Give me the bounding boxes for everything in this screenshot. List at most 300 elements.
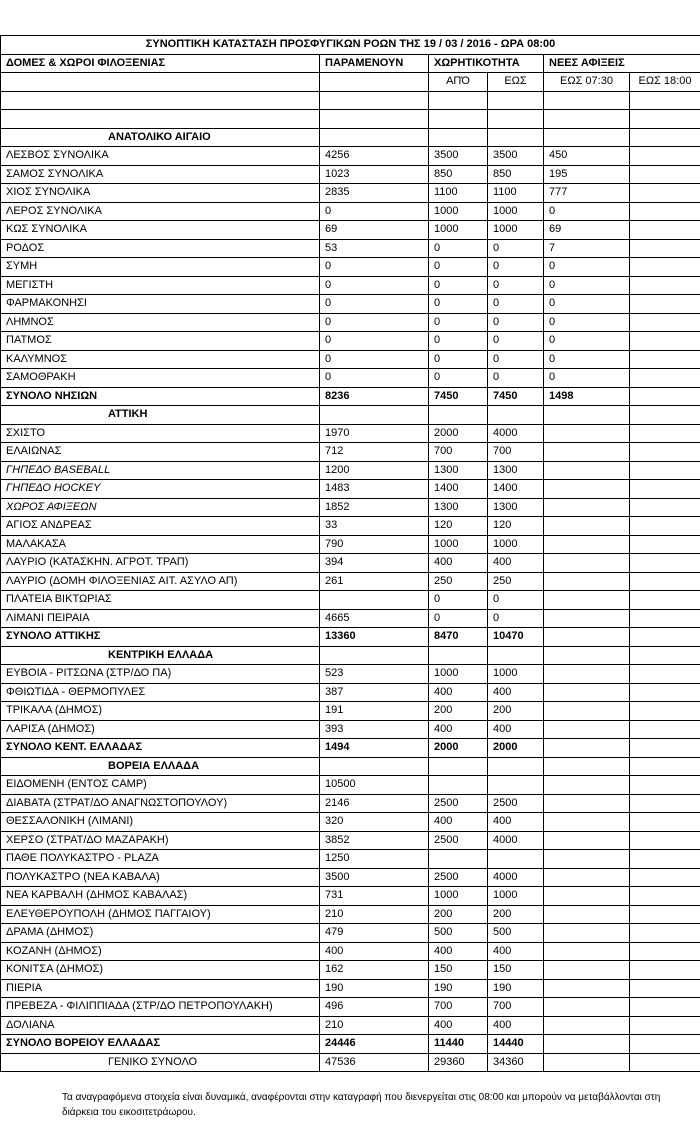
facility-name: ΕΙΔΟΜΕΝΗ (ΕΝΤΟΣ CAMP) <box>1 776 320 795</box>
capacity-from-value: 0 <box>429 258 488 277</box>
capacity-from-value: 1100 <box>429 184 488 203</box>
capacity-header: ΧΩΡΗΤΙΚΟΤΗΤΑ <box>429 54 544 73</box>
arrivals-0730-value <box>544 850 630 869</box>
facility-name: ΑΝΑΤΟΛΙΚΟ ΑΙΓΑΙΟ <box>1 128 320 147</box>
arrivals-1800-value <box>630 794 700 813</box>
subheader-empty <box>320 73 429 92</box>
arrivals-1800-value <box>630 350 700 369</box>
arrivals-0730-value: 69 <box>544 221 630 240</box>
capacity-to-value: 190 <box>488 979 544 998</box>
capacity-from-value: 0 <box>429 295 488 314</box>
facility-name: ΧΩΡΟΣ ΑΦΙΞΕΩΝ <box>1 498 320 517</box>
table-row <box>1 683 700 702</box>
arrivals-0730-value: 0 <box>544 258 630 277</box>
facility-name: ΑΓΙΟΣ ΑΝΔΡΕΑΣ <box>1 517 320 536</box>
facility-name: ΚΟΝΙΤΣΑ (ΔΗΜΟΣ) <box>1 961 320 980</box>
capacity-to-value: 7450 <box>488 387 544 406</box>
capacity-from-value: 0 <box>429 609 488 628</box>
arrivals-1800-value <box>630 480 700 499</box>
table-row <box>1 868 700 887</box>
capacity-from-value: 400 <box>429 683 488 702</box>
arrivals-1800-value <box>630 406 700 425</box>
capacity-to-value: 0 <box>488 350 544 369</box>
capacity-from-value: 29360 <box>429 1053 488 1072</box>
total-row <box>1 1053 700 1072</box>
arrivals-1800-value <box>630 905 700 924</box>
arrivals-1800-value <box>630 702 700 721</box>
arrivals-0730-value: 0 <box>544 202 630 221</box>
capacity-to-value <box>488 110 544 129</box>
facility-name: ΤΡΙΚΑΛΑ (ΔΗΜΟΣ) <box>1 702 320 721</box>
arrivals-1800-value <box>630 813 700 832</box>
facility-name: ΑΤΤΙΚΗ <box>1 406 320 425</box>
facility-name: ΓΗΠΕΔΟ HOCKEY <box>1 480 320 499</box>
facility-name: ΧΕΡΣΟ (ΣΤΡΑΤ/ΔΟ ΜΑΖΑΡΑΚΗ) <box>1 831 320 850</box>
remaining-value: 712 <box>320 443 429 462</box>
capacity-to-value: 700 <box>488 998 544 1017</box>
remaining-value: 53 <box>320 239 429 258</box>
remaining-value: 731 <box>320 887 429 906</box>
capacity-from-value: 1300 <box>429 461 488 480</box>
arrivals-1800-value <box>630 646 700 665</box>
facility-name: ΠΙΕΡΙΑ <box>1 979 320 998</box>
capacity-to-value: 1000 <box>488 665 544 684</box>
arrivals-1800-value <box>630 369 700 388</box>
arrivals-1800-value <box>630 628 700 647</box>
capacity-from-value: 2500 <box>429 831 488 850</box>
capacity-from-value: 0 <box>429 591 488 610</box>
facility-name: ΛΑΥΡΙΟ (ΚΑΤΑΣΚΗΝ. ΑΓΡΟΤ. ΤΡΑΠ) <box>1 554 320 573</box>
refugee-flows-table <box>0 35 700 1072</box>
facility-name: ΚΑΛΥΜΝΟΣ <box>1 350 320 369</box>
arrivals-1800-value <box>630 91 700 110</box>
arrivals-1800-value <box>630 1053 700 1072</box>
remaining-value: 210 <box>320 905 429 924</box>
arrivals-1800-value <box>630 554 700 573</box>
capacity-to-value: 1300 <box>488 498 544 517</box>
capacity-from-value: 8470 <box>429 628 488 647</box>
table-row <box>1 535 700 554</box>
table-row <box>1 1016 700 1035</box>
table-row <box>1 332 700 351</box>
remaining-value: 400 <box>320 942 429 961</box>
facility-name <box>1 110 320 129</box>
section-row <box>1 128 700 147</box>
capacity-from-value: 200 <box>429 905 488 924</box>
arrivals-0730-value: 0 <box>544 350 630 369</box>
table-row <box>1 998 700 1017</box>
capacity-to-value: 1400 <box>488 480 544 499</box>
capacity-to-value: 1000 <box>488 202 544 221</box>
arrivals-1800-value <box>630 757 700 776</box>
arrivals-0730-value <box>544 794 630 813</box>
table-row <box>1 165 700 184</box>
arrivals-1800-value <box>630 998 700 1017</box>
remaining-value: 0 <box>320 276 429 295</box>
table-row <box>1 776 700 795</box>
table-row <box>1 239 700 258</box>
capacity-from-value: 700 <box>429 443 488 462</box>
arrivals-0730-value: 777 <box>544 184 630 203</box>
table-row <box>1 794 700 813</box>
capacity-from-value <box>429 776 488 795</box>
arrivals-1800-value <box>630 332 700 351</box>
arrivals-1800-value <box>630 443 700 462</box>
arrivals-1800-value <box>630 572 700 591</box>
capacity-from-value: 1000 <box>429 535 488 554</box>
arrivals-1800-value <box>630 942 700 961</box>
capacity-from-value: 200 <box>429 702 488 721</box>
arrivals-0730-value: 7 <box>544 239 630 258</box>
capacity-from-value: 0 <box>429 369 488 388</box>
capacity-from-value <box>429 128 488 147</box>
facility-name: ΣΥΝΟΛΟ ΝΗΣΙΩΝ <box>1 387 320 406</box>
facility-name: ΘΕΣΣΑΛΟΝΙΚΗ (ΛΙΜΑΝΙ) <box>1 813 320 832</box>
table-row <box>1 924 700 943</box>
capacity-to-value: 4000 <box>488 831 544 850</box>
facility-name: ΛΑΡΙΣΑ (ΔΗΜΟΣ) <box>1 720 320 739</box>
facility-name: ΒΟΡΕΙΑ ΕΛΛΑΔΑ <box>1 757 320 776</box>
arrivals-1800-value <box>630 776 700 795</box>
remaining-value: 523 <box>320 665 429 684</box>
capacity-to-value: 0 <box>488 239 544 258</box>
subheader-empty <box>1 73 320 92</box>
arrivals-1800-value <box>630 221 700 240</box>
capacity-from-value: 1000 <box>429 887 488 906</box>
table-row <box>1 572 700 591</box>
remaining-header: ΠΑΡΑΜΕΝΟΥΝ <box>320 54 429 73</box>
capacity-from-value <box>429 406 488 425</box>
capacity-to-header: ΕΩΣ <box>488 73 544 92</box>
capacity-to-value: 400 <box>488 683 544 702</box>
total-row <box>1 628 700 647</box>
table-row <box>1 147 700 166</box>
arrivals-0730-value <box>544 535 630 554</box>
remaining-value <box>320 110 429 129</box>
arrivals-1800-value <box>630 961 700 980</box>
arrivals-0730-value <box>544 683 630 702</box>
table-row <box>1 202 700 221</box>
arrivals-0730-value: 0 <box>544 313 630 332</box>
capacity-to-value: 14440 <box>488 1035 544 1054</box>
table-row <box>1 443 700 462</box>
facility-name: ΛΕΡΟΣ ΣΥΝΟΛΙΚΑ <box>1 202 320 221</box>
table-row <box>1 831 700 850</box>
capacity-to-value: 150 <box>488 961 544 980</box>
capacity-to-value: 4000 <box>488 868 544 887</box>
capacity-to-value <box>488 757 544 776</box>
arrivals-0730-value <box>544 998 630 1017</box>
table-title: ΣΥΝΟΠΤΙΚΗ ΚΑΤΑΣΤΑΣΗ ΠΡΟΣΦΥΓΙΚΩΝ ΡΟΩΝ ΤΗΣ 19 / 03 / 2016 - ΩΡΑ 08:00 <box>1 36 700 55</box>
arrivals-0730-value: 450 <box>544 147 630 166</box>
capacity-from-value: 190 <box>429 979 488 998</box>
arrivals-0730-value <box>544 424 630 443</box>
arrivals-1800-value <box>630 239 700 258</box>
remaining-value: 2835 <box>320 184 429 203</box>
remaining-value: 790 <box>320 535 429 554</box>
remaining-value: 261 <box>320 572 429 591</box>
facility-name: ΛΙΜΑΝΙ ΠΕΙΡΑΙΑ <box>1 609 320 628</box>
capacity-to-value: 2000 <box>488 739 544 758</box>
arrivals-1800-value <box>630 887 700 906</box>
capacity-to-value <box>488 850 544 869</box>
arrivals-1800-value <box>630 128 700 147</box>
table-row <box>1 961 700 980</box>
arrivals-0730-value <box>544 554 630 573</box>
facility-name: ΧΙΟΣ ΣΥΝΟΛΙΚΑ <box>1 184 320 203</box>
arrivals-1800-value <box>630 831 700 850</box>
table-row <box>1 554 700 573</box>
capacity-from-value: 2000 <box>429 739 488 758</box>
arrivals-1800-value <box>630 591 700 610</box>
capacity-to-value: 0 <box>488 369 544 388</box>
capacity-to-value: 0 <box>488 258 544 277</box>
capacity-from-value: 400 <box>429 813 488 832</box>
capacity-to-value <box>488 128 544 147</box>
facility-name: ΜΑΛΑΚΑΣΑ <box>1 535 320 554</box>
facility-name: ΣΥΜΗ <box>1 258 320 277</box>
arrivals-0730-value <box>544 887 630 906</box>
arrivals-0730-value <box>544 961 630 980</box>
table-row <box>1 91 700 110</box>
remaining-value: 24446 <box>320 1035 429 1054</box>
arrivals-0730-value <box>544 91 630 110</box>
remaining-value: 162 <box>320 961 429 980</box>
capacity-from-value: 1000 <box>429 221 488 240</box>
table-row <box>1 184 700 203</box>
remaining-value <box>320 591 429 610</box>
capacity-from-value: 1000 <box>429 665 488 684</box>
capacity-to-value: 0 <box>488 313 544 332</box>
facility-name: ΚΕΝΤΡΙΚΗ ΕΛΛΑΔΑ <box>1 646 320 665</box>
capacity-to-value: 400 <box>488 942 544 961</box>
table-row <box>1 258 700 277</box>
capacity-to-value: 2500 <box>488 794 544 813</box>
facility-name: ΛΑΥΡΙΟ (ΔΟΜΗ ΦΙΛΟΞΕΝΙΑΣ ΑΙΤ. ΑΣΥΛΟ ΑΠ) <box>1 572 320 591</box>
remaining-value: 0 <box>320 332 429 351</box>
remaining-value: 1483 <box>320 480 429 499</box>
table-row <box>1 591 700 610</box>
facility-name: ΣΧΙΣΤΟ <box>1 424 320 443</box>
arrivals-0730-value <box>544 702 630 721</box>
facility-name: ΚΩΣ ΣΥΝΟΛΙΚΑ <box>1 221 320 240</box>
capacity-to-value: 34360 <box>488 1053 544 1072</box>
remaining-value <box>320 757 429 776</box>
remaining-value: 1023 <box>320 165 429 184</box>
remaining-value: 393 <box>320 720 429 739</box>
arrivals-0730-value <box>544 665 630 684</box>
arrivals-1800-value <box>630 498 700 517</box>
arrivals-1800-value <box>630 924 700 943</box>
capacity-from-value: 0 <box>429 313 488 332</box>
arrivals-0730-value <box>544 1035 630 1054</box>
header-row <box>1 54 700 73</box>
capacity-from-value: 0 <box>429 276 488 295</box>
remaining-value: 4256 <box>320 147 429 166</box>
table-row <box>1 110 700 129</box>
total-row <box>1 739 700 758</box>
arrivals-0730-value <box>544 628 630 647</box>
remaining-value: 387 <box>320 683 429 702</box>
remaining-value: 10500 <box>320 776 429 795</box>
arrivals-0730-value <box>544 813 630 832</box>
table-row <box>1 979 700 998</box>
facility-name: ΔΟΛΙΑΝΑ <box>1 1016 320 1035</box>
capacity-from-value: 0 <box>429 332 488 351</box>
capacity-from-value: 11440 <box>429 1035 488 1054</box>
capacity-from-value: 700 <box>429 998 488 1017</box>
arrivals-0730-value <box>544 868 630 887</box>
arrivals-0730-value <box>544 609 630 628</box>
section-row <box>1 406 700 425</box>
arrivals-1800-value <box>630 1016 700 1035</box>
remaining-value: 479 <box>320 924 429 943</box>
capacity-from-value: 120 <box>429 517 488 536</box>
total-row <box>1 1035 700 1054</box>
capacity-from-value: 400 <box>429 1016 488 1035</box>
facility-name: ΛΗΜΝΟΣ <box>1 313 320 332</box>
facility-name: ΠΛΑΤΕΙΑ ΒΙΚΤΩΡΙΑΣ <box>1 591 320 610</box>
capacity-to-value <box>488 776 544 795</box>
arrivals-1800-value <box>630 517 700 536</box>
capacity-to-value: 3500 <box>488 147 544 166</box>
capacity-to-value: 850 <box>488 165 544 184</box>
capacity-to-value: 0 <box>488 295 544 314</box>
table-row <box>1 295 700 314</box>
arrivals-1800-value <box>630 665 700 684</box>
capacity-to-value: 400 <box>488 554 544 573</box>
arrivals-1800-value <box>630 535 700 554</box>
capacity-to-value: 120 <box>488 517 544 536</box>
capacity-to-value: 10470 <box>488 628 544 647</box>
arrivals-1800-value <box>630 202 700 221</box>
arrivals-0730-value <box>544 942 630 961</box>
capacity-to-value: 250 <box>488 572 544 591</box>
facility-name: ΣΥΝΟΛΟ ΚΕΝΤ. ΕΛΛΑΔΑΣ <box>1 739 320 758</box>
table-row <box>1 424 700 443</box>
facility-name: ΓΗΠΕΔΟ BASEBALL <box>1 461 320 480</box>
remaining-value: 3500 <box>320 868 429 887</box>
remaining-value: 8236 <box>320 387 429 406</box>
capacity-to-value: 400 <box>488 720 544 739</box>
facility-name: ΜΕΓΙΣΤΗ <box>1 276 320 295</box>
remaining-value: 1250 <box>320 850 429 869</box>
capacity-from-value <box>429 646 488 665</box>
capacity-to-value: 4000 <box>488 424 544 443</box>
facility-name: ΡΟΔΟΣ <box>1 239 320 258</box>
facility-name: ΓΕΝΙΚΟ ΣΥΝΟΛΟ <box>1 1053 320 1072</box>
table-row <box>1 942 700 961</box>
arrivals-1800-value <box>630 683 700 702</box>
table-row <box>1 609 700 628</box>
arrivals-0730-value <box>544 979 630 998</box>
arrivals-0730-header: ΕΩΣ 07:30 <box>544 73 630 92</box>
table-row <box>1 517 700 536</box>
table-row <box>1 813 700 832</box>
capacity-to-value <box>488 646 544 665</box>
remaining-value <box>320 646 429 665</box>
capacity-from-value <box>429 110 488 129</box>
facility-name: ΣΥΝΟΛΟ ΑΤΤΙΚΗΣ <box>1 628 320 647</box>
facility-name: ΚΟΖΑΝΗ (ΔΗΜΟΣ) <box>1 942 320 961</box>
facility-name: ΦΘΙΩΤΙΔΑ - ΘΕΡΜΟΠΥΛΕΣ <box>1 683 320 702</box>
facility-name: ΠΟΛΥΚΑΣΤΡΟ (ΝΕΑ ΚΑΒΑΛΑ) <box>1 868 320 887</box>
table-row <box>1 313 700 332</box>
remaining-value: 1970 <box>320 424 429 443</box>
capacity-from-value: 500 <box>429 924 488 943</box>
arrivals-0730-value <box>544 905 630 924</box>
arrivals-0730-value <box>544 1053 630 1072</box>
arrivals-0730-value: 1498 <box>544 387 630 406</box>
capacity-from-value: 1400 <box>429 480 488 499</box>
arrivals-0730-value <box>544 591 630 610</box>
capacity-from-value: 3500 <box>429 147 488 166</box>
arrivals-0730-value <box>544 646 630 665</box>
facility-name: ΠΡΕΒΕΖΑ - ΦΙΛΙΠΠΙΑΔΑ (ΣΤΡ/ΔΟ ΠΕΤΡΟΠΟΥΛΑΚΗ) <box>1 998 320 1017</box>
table-row <box>1 498 700 517</box>
capacity-to-value: 1000 <box>488 221 544 240</box>
remaining-value: 69 <box>320 221 429 240</box>
capacity-from-value <box>429 757 488 776</box>
arrivals-0730-value <box>544 572 630 591</box>
total-row <box>1 387 700 406</box>
arrivals-1800-header: ΕΩΣ 18:00 <box>630 73 700 92</box>
arrivals-1800-value <box>630 387 700 406</box>
arrivals-1800-value <box>630 295 700 314</box>
arrivals-0730-value: 0 <box>544 369 630 388</box>
arrivals-0730-value <box>544 406 630 425</box>
capacity-from-value: 1000 <box>429 202 488 221</box>
remaining-value: 2146 <box>320 794 429 813</box>
capacity-from-value: 850 <box>429 165 488 184</box>
remaining-value: 0 <box>320 313 429 332</box>
arrivals-1800-value <box>630 258 700 277</box>
remaining-value: 210 <box>320 1016 429 1035</box>
arrivals-1800-value <box>630 720 700 739</box>
remaining-value: 191 <box>320 702 429 721</box>
facility-name: ΠΑΘΕ ΠΟΛΥΚΑΣΤΡΟ - PLAZA <box>1 850 320 869</box>
capacity-from-value: 400 <box>429 720 488 739</box>
arrivals-0730-value <box>544 1016 630 1035</box>
facility-name: ΕΛΕΥΘΕΡΟΥΠΟΛΗ (ΔΗΜΟΣ ΠΑΓΓΑΙΟΥ) <box>1 905 320 924</box>
capacity-to-value: 0 <box>488 332 544 351</box>
capacity-from-value: 2500 <box>429 794 488 813</box>
remaining-value: 0 <box>320 350 429 369</box>
capacity-to-value: 200 <box>488 702 544 721</box>
remaining-value: 33 <box>320 517 429 536</box>
capacity-from-value <box>429 91 488 110</box>
remaining-value: 0 <box>320 202 429 221</box>
footnote: Τα αναγραφόμενα στοιχεία είναι δυναμικά, αναφέρονται στην καταγραφή που διενεργείται στις 08:00 και μπορούν να μεταβάλλονται στη διάρκεια του εικοσιτετράωρου. <box>62 1092 661 1118</box>
arrivals-1800-value <box>630 313 700 332</box>
facility-name: ΣΑΜΟΣ ΣΥΝΟΛΙΚΑ <box>1 165 320 184</box>
arrivals-1800-value <box>630 424 700 443</box>
arrivals-0730-value <box>544 443 630 462</box>
capacity-to-value: 0 <box>488 276 544 295</box>
remaining-value: 1852 <box>320 498 429 517</box>
capacity-from-value: 2000 <box>429 424 488 443</box>
table-row <box>1 720 700 739</box>
capacity-to-value: 500 <box>488 924 544 943</box>
table-row <box>1 905 700 924</box>
arrivals-1800-value <box>630 739 700 758</box>
remaining-value: 13360 <box>320 628 429 647</box>
facility-name <box>1 91 320 110</box>
capacity-to-value: 400 <box>488 1016 544 1035</box>
remaining-value <box>320 406 429 425</box>
facility-name: ΛΕΣΒΟΣ ΣΥΝΟΛΙΚΑ <box>1 147 320 166</box>
remaining-value: 0 <box>320 258 429 277</box>
